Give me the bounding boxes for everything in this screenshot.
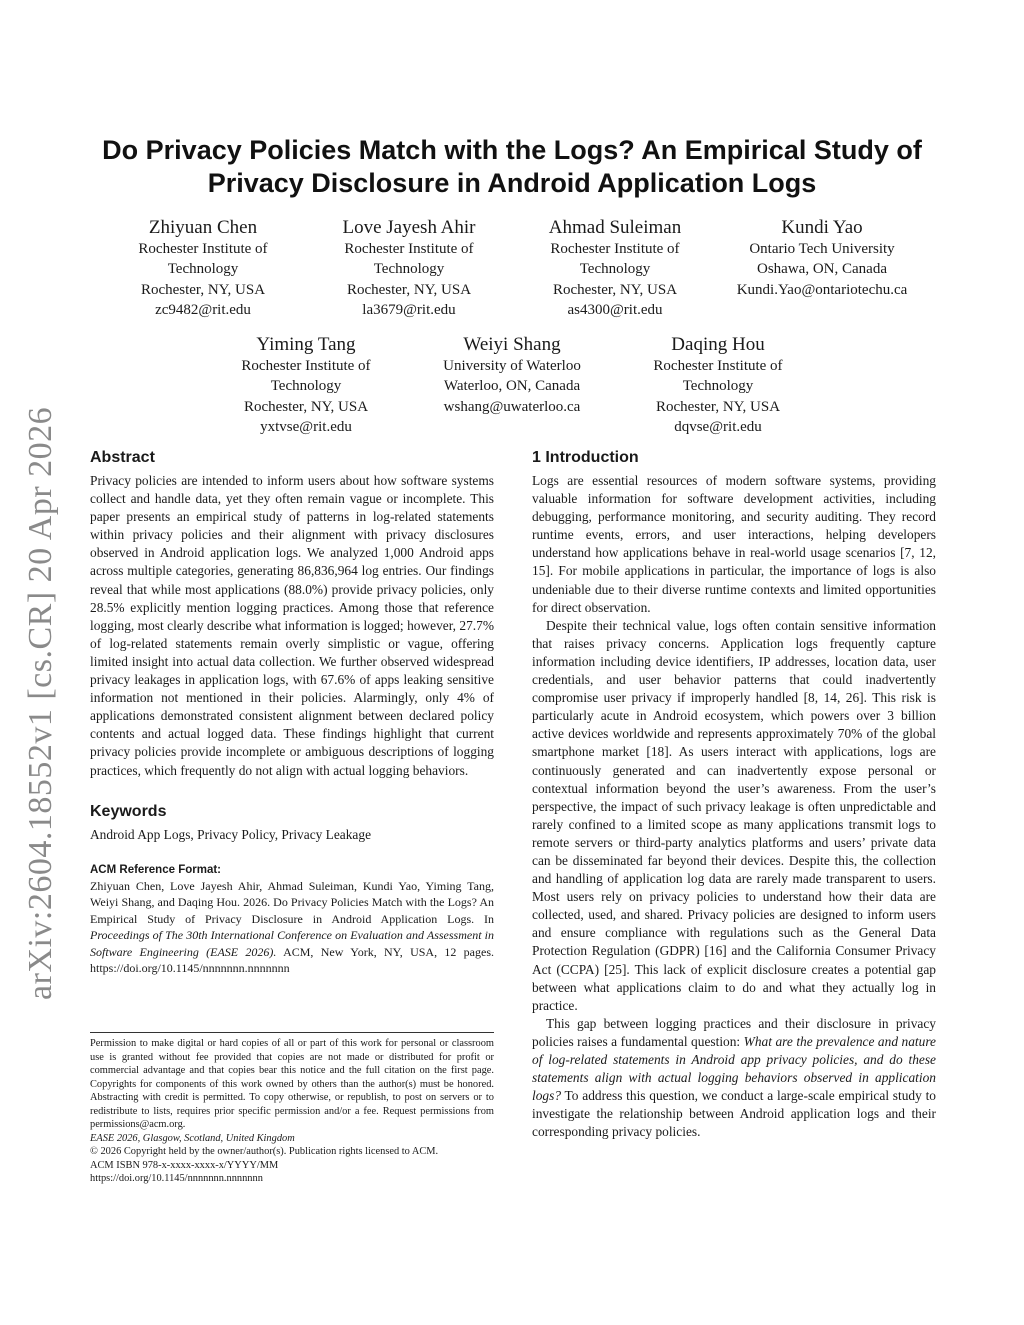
- author-block: [712, 216, 932, 300]
- acm-reference-heading: ACM Reference Format:: [90, 863, 221, 876]
- acm-reference-proceedings: Proceedings of The 30th International Conference on Evaluation and Assessment in Software Engineering (EASE 2026).: [90, 928, 494, 959]
- keywords-text: Android App Logs, Privacy Policy, Privacy Leakage: [90, 826, 372, 842]
- author-affiliation: Technology: [373, 261, 445, 278]
- conference-venue: [90, 1132, 494, 1146]
- introduction-heading: 1 Introduction: [532, 449, 639, 466]
- author-email: wshang@uwaterloo.ca: [443, 398, 581, 415]
- author-block: [118, 216, 288, 320]
- copyright-line: © 2026 Copyright held by the owner/author(s). Publication rights licensed to ACM.: [90, 1146, 439, 1157]
- intro-paragraph-2: Despite their technical value, logs often contain sensitive information that raises privacy concerns. Application logs frequently capture information including device identifiers, IP addresses, location data, user credentials, and user behavior patterns that could inadvertently compromise user privacy if improperly handled [8, 14, 26]. This risk is particularly acute in Android ecosystem, which powers over 3 billion active devices worldwide and represents approximately 70% of the global smartphone market [18]. As users interact with applications, logs are continuously generated and can inadvertently expose personal or contextual information beyond the user’s awareness. From the user’s perspective, the impact of such privacy leakage is often unpredictable and rarely confined to a limited scope as many applications transmit logs to remote servers or third-party analytics platforms and users’ private data can be disseminated far beyond their devices. Despite this, the collection and handling of application log data are rarely made transparent to users. Most users rely on privacy policies to understand how their data are collected, used, and shared. Privacy policies are designed to inform users and ensure compliance with regulations such as the General Data Protection Regulation (GDPR) [16] and the California Consumer Privacy Act (CCPA) [25]. This lack of explicit disclosure creates a potential gap between what applications claim to do and what they actually log in practice.: [532, 617, 936, 1013]
- author-affiliation: Technology: [167, 261, 239, 278]
- author-email: Kundi.Yao@ontariotechu.ca: [736, 281, 908, 298]
- author-email: as4300@rit.edu: [567, 301, 663, 318]
- copyright-footnote: [90, 1032, 494, 1186]
- left-column: [90, 448, 494, 977]
- permission-statement: Permission to make digital or hard copies of all or part of this work for personal or classroom use is granted without fee provided that copies are not made or distributed for profit or commercial advantage and that copies bear this notice and the full citation on the first page. Copyrights for components of this work owned by others than the author(s) must be honored. Abstracting with credit is permitted. To copy otherwise, or republish, to post on servers or to redistribute to lists, requires prior specific permission and/or a fee. Request permissions from permissions@acm.org.: [90, 1038, 494, 1130]
- author-name: Ahmad Suleiman: [548, 217, 682, 238]
- research-question: What are the prevalence and nature of log-related statements in Android app privacy policies, and do these statements align with actual logging behaviors observed in application logs?: [532, 1033, 936, 1104]
- intro-paragraph-3: [532, 1015, 936, 1142]
- author-affiliation: Technology: [579, 261, 651, 278]
- right-column: [532, 448, 936, 1141]
- acm-reference-main: Zhiyuan Chen, Love Jayesh Ahir, Ahmad Suleiman, Kundi Yao, Yiming Tang, Weiyi Shang, and Daqing Hou. 2026. Do Privacy Policies Match with the Logs? An Empirical Study of Privacy Disclosure in Android Application Logs. In: [90, 878, 494, 926]
- author-location: Rochester, NY, USA: [346, 281, 472, 298]
- author-affiliation: Technology: [270, 378, 342, 395]
- author-name: Weiyi Shang: [463, 334, 561, 355]
- author-block: [324, 216, 494, 320]
- author-name: Yiming Tang: [256, 334, 356, 355]
- author-name: Kundi Yao: [781, 217, 863, 238]
- author-block: [530, 216, 700, 320]
- acm-reference-end: ACM, New York, NY, USA, 12 pages. https://doi.org/10.1145/nnnnnnn.nnnnnnn: [90, 944, 495, 976]
- author-name: Zhiyuan Chen: [148, 217, 258, 238]
- author-affiliation: Rochester Institute of: [241, 358, 371, 374]
- author-email: la3679@rit.edu: [362, 301, 456, 318]
- author-location: Rochester, NY, USA: [243, 398, 369, 415]
- author-name: Love Jayesh Ahir: [342, 217, 476, 238]
- intro-p3-start: This gap between logging practices and their disclosure in privacy policies raises a fundamental question:: [532, 1015, 936, 1049]
- author-email: yxtvse@rit.edu: [260, 418, 352, 435]
- doi-line: https://doi.org/10.1145/nnnnnnn.nnnnnnn: [90, 1173, 263, 1184]
- author-email: zc9482@rit.edu: [155, 301, 251, 318]
- intro-p3-end: To address this question, we conduct a large-scale empirical study to investigate the relationship between Android application logs and their corresponding privacy policies.: [532, 1088, 936, 1140]
- keywords-heading: Keywords: [90, 802, 167, 820]
- arxiv-identifier: arXiv:2604.18552v1 [cs.CR] 20 Apr 2026: [22, 406, 59, 1000]
- intro-paragraph-1: Logs are essential resources of modern software systems, providing valuable information for software development activities, including debugging, performance monitoring, and security auditing. They record runtime events, errors, and user interactions, helping developers understand how applications behave in real-world usage scenarios [7, 12, 15]. For mobile applications in particular, the importance of logs is also undeniable due to their diverse runtime contexts and limited opportunities for direct observation.: [532, 473, 936, 615]
- author-affiliation: Ontario Tech University: [749, 241, 895, 257]
- author-affiliation: Rochester Institute of: [550, 241, 680, 257]
- acm-reference-text: [90, 878, 494, 977]
- author-affiliation: Rochester Institute of: [344, 241, 474, 257]
- venue-text: EASE 2026, Glasgow, Scotland, United Kingdom: [90, 1132, 295, 1144]
- author-block: [221, 333, 391, 437]
- author-location: Waterloo, ON, Canada: [443, 378, 581, 395]
- author-block: [422, 333, 602, 417]
- abstract-text: Privacy policies are intended to inform users about how software systems collect and handle data, yet they often remain vague or incomplete. This paper presents an empirical study of patterns in log-related statements within privacy policies and their alignment with privacy disclosures observed in Android application logs. We analyzed 1,000 Android apps across multiple categories, generating 86,836,964 log entries. Our findings reveal that while most applications (88.0%) provide privacy policies, only 28.5% explicitly mention logging practices. Among those that reference logging, most clearly describe what information is logged; however, 27.7% of log-related statements remain overly simplistic or vague, offering limited insight into actual data collection. We further observed widespread privacy leakages in application logs, with 67.6% of apps leaking sensitive information not mentioned in their policies. Alarmingly, only 4% of applications demonstrated consistent alignment between declared policy contents and actual logged data. These findings highlight that current privacy policies provide incomplete or ambiguous descriptions of logging practices, which frequently do not align with actual logging behaviors.: [90, 473, 494, 778]
- paper-title: Do Privacy Policies Match with the Logs? An Empirical Study of Privacy Disclosure in Android Application Logs: [102, 135, 922, 198]
- author-email: dqvse@rit.edu: [674, 418, 762, 435]
- author-location: Rochester, NY, USA: [552, 281, 678, 298]
- abstract-heading: Abstract: [90, 449, 155, 466]
- author-affiliation: Technology: [682, 378, 754, 395]
- author-location: Oshawa, ON, Canada: [757, 261, 887, 278]
- author-name: Daqing Hou: [671, 334, 765, 355]
- author-affiliation: Rochester Institute of: [138, 241, 268, 257]
- author-block: [633, 333, 803, 437]
- author-location: Rochester, NY, USA: [655, 398, 781, 415]
- author-affiliation: Rochester Institute of: [653, 358, 783, 374]
- isbn-line: ACM ISBN 978-x-xxxx-xxxx-x/YYYY/MM: [90, 1159, 279, 1171]
- author-affiliation: University of Waterloo: [443, 358, 581, 374]
- author-location: Rochester, NY, USA: [140, 281, 266, 298]
